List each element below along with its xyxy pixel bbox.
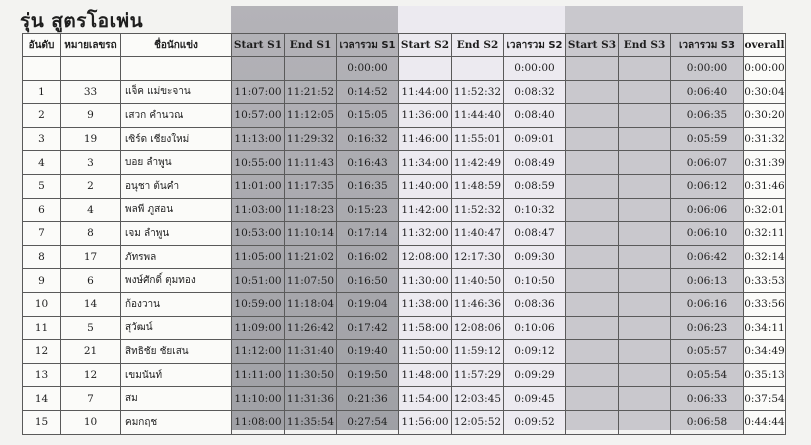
zero-total-s2: 0:00:00	[504, 57, 566, 81]
cell-total-s2: 0:09:29	[504, 363, 566, 387]
cell-rank: 10	[23, 292, 61, 316]
cell-end-s3	[619, 340, 671, 364]
cell-rank: 9	[23, 269, 61, 293]
cell-overall: 0:31:39	[744, 151, 786, 175]
cell-bib: 21	[61, 340, 121, 364]
cell-start-s3	[566, 104, 619, 128]
cell-start-s2: 11:40:00	[399, 174, 452, 198]
cell-total-s3: 0:06:42	[671, 245, 744, 269]
cell-total-s1: 0:15:23	[337, 198, 399, 222]
table-row	[23, 292, 786, 316]
cell-end-s1: 11:11:43	[285, 151, 337, 175]
cell-start-s2: 11:48:00	[399, 363, 452, 387]
cell-total-s2: 0:10:06	[504, 316, 566, 340]
cell-start-s1: 10:55:00	[232, 151, 285, 175]
cell-end-s1: 11:21:52	[285, 80, 337, 104]
cell-total-s1: 0:27:54	[337, 410, 399, 434]
cell-total-s2: 0:09:30	[504, 245, 566, 269]
cell-end-s2: 12:17:30	[452, 245, 504, 269]
cell-end-s1: 11:17:35	[285, 174, 337, 198]
cell-start-s1: 11:08:00	[232, 410, 285, 434]
cell-start-s1: 10:51:00	[232, 269, 285, 293]
cell-bib: 7	[61, 387, 121, 411]
cell-name: พลพี ภูสอน	[121, 198, 232, 222]
cell-end-s2: 11:46:36	[452, 292, 504, 316]
cell-start-s1: 10:57:00	[232, 104, 285, 128]
cell-overall: 0:34:11	[744, 316, 786, 340]
cell-total-s3: 0:06:16	[671, 292, 744, 316]
cell-bib: 12	[61, 363, 121, 387]
page-title: รุ่น สูตรโอเพ่น	[20, 10, 144, 32]
zero-overall: 0:00:00	[744, 57, 786, 81]
cell-total-s1: 0:19:04	[337, 292, 399, 316]
cell-total-s1: 0:21:36	[337, 387, 399, 411]
cell-start-s2: 12:08:00	[399, 245, 452, 269]
cell-total-s3: 0:05:59	[671, 127, 744, 151]
header-name: ชื่อนักแข่ง	[121, 34, 232, 57]
cell-bib: 14	[61, 292, 121, 316]
cell-rank: 4	[23, 151, 61, 175]
cell-rank: 7	[23, 222, 61, 246]
zero-row	[23, 57, 786, 81]
cell-overall: 0:34:49	[744, 340, 786, 364]
cell-total-s1: 0:19:40	[337, 340, 399, 364]
cell-total-s1: 0:16:50	[337, 269, 399, 293]
cell-end-s1: 11:30:50	[285, 363, 337, 387]
header-total-s1: เวลารวม S1	[337, 34, 399, 57]
cell-start-s3	[566, 198, 619, 222]
table-row	[23, 340, 786, 364]
cell-overall: 0:44:44	[744, 410, 786, 434]
cell-total-s3: 0:06:58	[671, 410, 744, 434]
cell-bib: 3	[61, 151, 121, 175]
cell-rank: 13	[23, 363, 61, 387]
cell-total-s1: 0:17:42	[337, 316, 399, 340]
table-row	[23, 222, 786, 246]
cell-rank: 1	[23, 80, 61, 104]
cell-end-s2: 11:55:01	[452, 127, 504, 151]
cell-total-s2: 0:08:40	[504, 104, 566, 128]
cell-start-s2: 11:50:00	[399, 340, 452, 364]
cell-start-s3	[566, 151, 619, 175]
cell-start-s1: 11:01:00	[232, 174, 285, 198]
cell-total-s3: 0:06:13	[671, 269, 744, 293]
cell-end-s3	[619, 198, 671, 222]
table-row	[23, 363, 786, 387]
cell-end-s2: 12:03:45	[452, 387, 504, 411]
table-row	[23, 269, 786, 293]
cell-total-s1: 0:16:35	[337, 174, 399, 198]
cell-start-s2: 11:46:00	[399, 127, 452, 151]
table-row	[23, 387, 786, 411]
cell-end-s2: 11:44:40	[452, 104, 504, 128]
results-sheet	[22, 6, 785, 430]
cell-start-s1: 10:59:00	[232, 292, 285, 316]
cell-name: แจ็ค แม่ขะจาน	[121, 80, 232, 104]
cell-overall: 0:31:46	[744, 174, 786, 198]
cell-bib: 19	[61, 127, 121, 151]
cell-end-s3	[619, 151, 671, 175]
cell-end-s1: 11:35:54	[285, 410, 337, 434]
cell-total-s2: 0:10:50	[504, 269, 566, 293]
cell-bib: 5	[61, 316, 121, 340]
cell-overall: 0:32:01	[744, 198, 786, 222]
cell-total-s3: 0:06:33	[671, 387, 744, 411]
cell-start-s3	[566, 292, 619, 316]
zero-total-s3: 0:00:00	[671, 57, 744, 81]
cell-total-s2: 0:09:01	[504, 127, 566, 151]
cell-overall: 0:30:04	[744, 80, 786, 104]
cell-overall: 0:30:20	[744, 104, 786, 128]
cell-bib: 10	[61, 410, 121, 434]
cell-total-s1: 0:17:14	[337, 222, 399, 246]
cell-total-s2: 0:10:32	[504, 198, 566, 222]
cell-total-s2: 0:09:12	[504, 340, 566, 364]
cell-total-s2: 0:08:49	[504, 151, 566, 175]
cell-end-s1: 11:31:40	[285, 340, 337, 364]
cell-total-s1: 0:16:32	[337, 127, 399, 151]
cell-name: บอย ลำพูน	[121, 151, 232, 175]
cell-total-s3: 0:06:06	[671, 198, 744, 222]
cell-total-s2: 0:09:45	[504, 387, 566, 411]
cell-overall: 0:37:54	[744, 387, 786, 411]
cell-end-s1: 11:07:50	[285, 269, 337, 293]
cell-total-s3: 0:06:10	[671, 222, 744, 246]
cell-rank: 3	[23, 127, 61, 151]
cell-total-s3: 0:06:23	[671, 316, 744, 340]
cell-overall: 0:33:53	[744, 269, 786, 293]
cell-overall: 0:33:56	[744, 292, 786, 316]
cell-bib: 33	[61, 80, 121, 104]
header-overall: overall	[744, 34, 786, 57]
cell-end-s3	[619, 292, 671, 316]
cell-end-s3	[619, 269, 671, 293]
cell-end-s3	[619, 222, 671, 246]
cell-start-s3	[566, 316, 619, 340]
header-end-s2: End S2	[452, 34, 504, 57]
cell-total-s1: 0:16:02	[337, 245, 399, 269]
cell-start-s1: 11:13:00	[232, 127, 285, 151]
cell-end-s3	[619, 127, 671, 151]
cell-total-s3: 0:06:12	[671, 174, 744, 198]
zero-total-s1: 0:00:00	[337, 57, 399, 81]
cell-end-s1: 11:31:36	[285, 387, 337, 411]
cell-name: อนุชา ต้นคำ	[121, 174, 232, 198]
cell-overall: 0:31:32	[744, 127, 786, 151]
cell-start-s1: 11:10:00	[232, 387, 285, 411]
cell-name: พงษ์ศักดิ์ ตุมทอง	[121, 269, 232, 293]
cell-start-s2: 11:42:00	[399, 198, 452, 222]
cell-rank: 5	[23, 174, 61, 198]
cell-overall: 0:32:11	[744, 222, 786, 246]
cell-name: สุวัฒน์	[121, 316, 232, 340]
cell-overall: 0:32:14	[744, 245, 786, 269]
cell-end-s3	[619, 80, 671, 104]
cell-end-s1: 11:18:04	[285, 292, 337, 316]
cell-total-s2: 0:08:59	[504, 174, 566, 198]
cell-rank: 6	[23, 198, 61, 222]
cell-bib: 8	[61, 222, 121, 246]
table-row	[23, 245, 786, 269]
cell-rank: 14	[23, 387, 61, 411]
cell-start-s1: 11:12:00	[232, 340, 285, 364]
cell-end-s3	[619, 245, 671, 269]
results-table	[22, 33, 786, 435]
cell-rank: 15	[23, 410, 61, 434]
cell-name: คมกฤช	[121, 410, 232, 434]
header-bib: หมายเลขรถ	[61, 34, 121, 57]
cell-start-s3	[566, 80, 619, 104]
cell-total-s2: 0:08:47	[504, 222, 566, 246]
cell-start-s2: 11:32:00	[399, 222, 452, 246]
table-row	[23, 127, 786, 151]
cell-end-s1: 11:29:32	[285, 127, 337, 151]
cell-end-s3	[619, 174, 671, 198]
table-row	[23, 198, 786, 222]
header-end-s3: End S3	[619, 34, 671, 57]
cell-rank: 11	[23, 316, 61, 340]
header-total-s2: เวลารวม S2	[504, 34, 566, 57]
cell-end-s2: 11:42:49	[452, 151, 504, 175]
header-total-s3: เวลารวม S3	[671, 34, 744, 57]
cell-start-s1: 11:03:00	[232, 198, 285, 222]
cell-end-s2: 11:40:50	[452, 269, 504, 293]
cell-start-s3	[566, 410, 619, 434]
cell-start-s3	[566, 127, 619, 151]
cell-start-s2: 11:30:00	[399, 269, 452, 293]
cell-total-s1: 0:14:52	[337, 80, 399, 104]
cell-end-s1: 11:21:02	[285, 245, 337, 269]
table-row	[23, 316, 786, 340]
cell-total-s1: 0:15:05	[337, 104, 399, 128]
cell-end-s3	[619, 104, 671, 128]
cell-start-s2: 11:44:00	[399, 80, 452, 104]
header-start-s2: Start S2	[399, 34, 452, 57]
cell-start-s2: 11:58:00	[399, 316, 452, 340]
cell-total-s2: 0:08:32	[504, 80, 566, 104]
cell-overall: 0:35:13	[744, 363, 786, 387]
cell-end-s1: 11:26:42	[285, 316, 337, 340]
cell-start-s3	[566, 245, 619, 269]
cell-start-s3	[566, 363, 619, 387]
cell-start-s3	[566, 340, 619, 364]
cell-bib: 4	[61, 198, 121, 222]
cell-total-s2: 0:09:52	[504, 410, 566, 434]
cell-total-s1: 0:19:50	[337, 363, 399, 387]
cell-end-s2: 11:48:59	[452, 174, 504, 198]
cell-start-s1: 11:09:00	[232, 316, 285, 340]
cell-end-s1: 11:12:05	[285, 104, 337, 128]
cell-bib: 17	[61, 245, 121, 269]
cell-end-s2: 11:59:12	[452, 340, 504, 364]
cell-start-s3	[566, 174, 619, 198]
cell-bib: 6	[61, 269, 121, 293]
cell-total-s3: 0:06:40	[671, 80, 744, 104]
cell-end-s2: 11:40:47	[452, 222, 504, 246]
cell-name: เสวก คำนวณ	[121, 104, 232, 128]
cell-start-s3	[566, 387, 619, 411]
table-row	[23, 410, 786, 434]
cell-end-s1: 11:10:14	[285, 222, 337, 246]
cell-end-s3	[619, 387, 671, 411]
cell-start-s1: 11:05:00	[232, 245, 285, 269]
table-row	[23, 174, 786, 198]
cell-start-s2: 11:56:00	[399, 410, 452, 434]
cell-end-s3	[619, 316, 671, 340]
table-row	[23, 104, 786, 128]
header-row	[23, 34, 786, 57]
cell-rank: 8	[23, 245, 61, 269]
cell-rank: 2	[23, 104, 61, 128]
cell-bib: 9	[61, 104, 121, 128]
cell-start-s1: 10:53:00	[232, 222, 285, 246]
cell-start-s2: 11:54:00	[399, 387, 452, 411]
cell-end-s2: 12:08:06	[452, 316, 504, 340]
cell-end-s2: 11:57:29	[452, 363, 504, 387]
cell-bib: 2	[61, 174, 121, 198]
cell-total-s3: 0:05:54	[671, 363, 744, 387]
cell-name: สิทธิชัย ชัยเสน	[121, 340, 232, 364]
cell-name: เขมนันท์	[121, 363, 232, 387]
header-rank: อันดับ	[23, 34, 61, 57]
cell-start-s2: 11:38:00	[399, 292, 452, 316]
cell-start-s3	[566, 269, 619, 293]
cell-start-s3	[566, 222, 619, 246]
cell-start-s2: 11:36:00	[399, 104, 452, 128]
cell-name: ภัทรพล	[121, 245, 232, 269]
cell-end-s3	[619, 363, 671, 387]
cell-total-s3: 0:06:35	[671, 104, 744, 128]
header-start-s1: Start S1	[232, 34, 285, 57]
cell-name: ก้องวาน	[121, 292, 232, 316]
cell-rank: 12	[23, 340, 61, 364]
cell-end-s2: 11:52:32	[452, 198, 504, 222]
header-start-s3: Start S3	[566, 34, 619, 57]
cell-total-s3: 0:05:57	[671, 340, 744, 364]
cell-name: เซิร์ด เชียงใหม่	[121, 127, 232, 151]
cell-start-s1: 11:11:00	[232, 363, 285, 387]
cell-name: เจม ลำพูน	[121, 222, 232, 246]
cell-total-s2: 0:08:36	[504, 292, 566, 316]
cell-total-s1: 0:16:43	[337, 151, 399, 175]
cell-end-s2: 11:52:32	[452, 80, 504, 104]
cell-end-s2: 12:05:52	[452, 410, 504, 434]
table-row	[23, 80, 786, 104]
cell-end-s3	[619, 410, 671, 434]
cell-name: สม	[121, 387, 232, 411]
cell-total-s3: 0:06:07	[671, 151, 744, 175]
cell-start-s2: 11:34:00	[399, 151, 452, 175]
cell-end-s1: 11:18:23	[285, 198, 337, 222]
cell-start-s1: 11:07:00	[232, 80, 285, 104]
header-end-s1: End S1	[285, 34, 337, 57]
table-row	[23, 151, 786, 175]
